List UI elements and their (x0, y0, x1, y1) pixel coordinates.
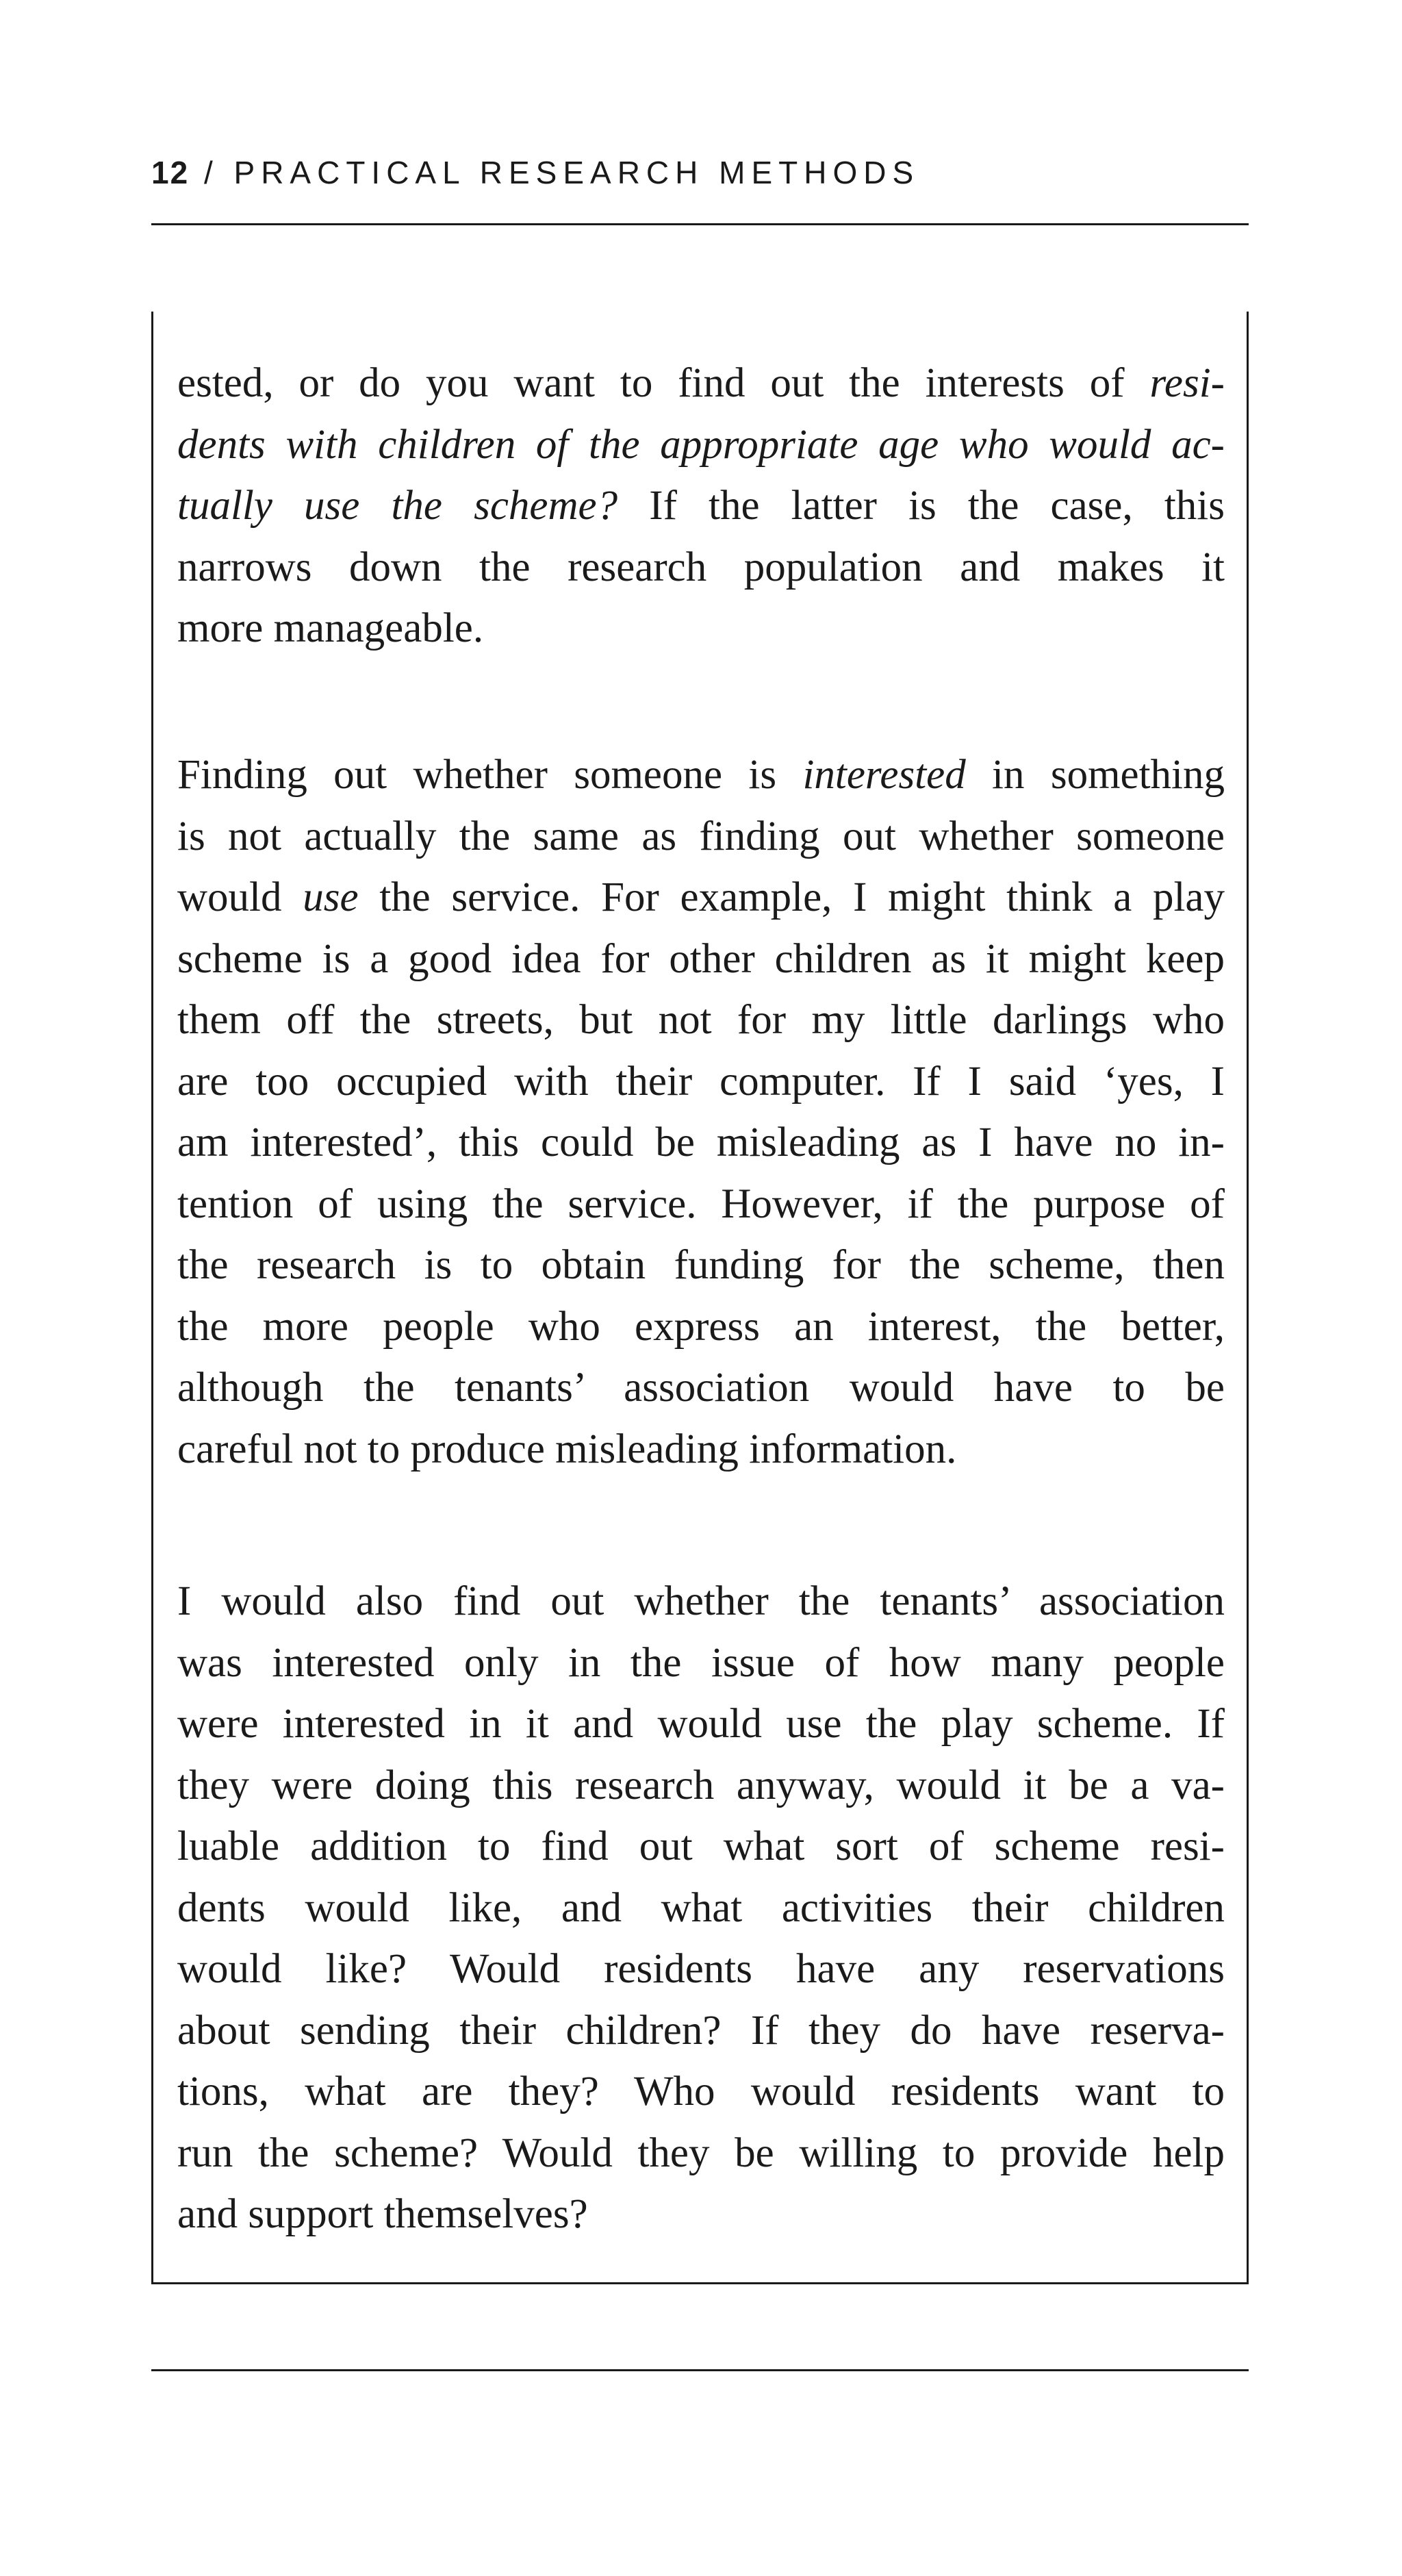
text-run: in something (965, 752, 1225, 798)
text-line (177, 744, 1225, 806)
italic-run: use (303, 874, 359, 920)
paragraph (177, 1571, 1225, 2245)
running-head-separator: / (189, 155, 234, 190)
text-line (177, 1174, 1225, 1235)
text-line (177, 1296, 1225, 1358)
text-run: are too occupied with their computer. If I said ‘yes, I (177, 1058, 1225, 1104)
text-line (177, 2184, 1225, 2245)
paragraph (177, 744, 1225, 1480)
text-run: dents would like, and what activities their children (177, 1884, 1225, 1931)
text-line (177, 1357, 1225, 1419)
text-run: the more people who express an interest, the better, (177, 1303, 1225, 1350)
text-line (177, 2123, 1225, 2184)
text-line (177, 1693, 1225, 1755)
running-title: PRACTICAL RESEARCH METHODS (233, 155, 920, 190)
text-line (177, 1878, 1225, 1939)
text-run: would like? Would residents have any reservations (177, 1946, 1225, 1992)
text-line (177, 598, 1225, 659)
text-line (177, 475, 1225, 537)
text-run: about sending their children? If they do have reserva- (177, 2007, 1225, 2054)
text-line (177, 1112, 1225, 1174)
text-run: was interested only in the issue of how many people (177, 1639, 1225, 1686)
text-run: the service. For example, I might think a play (358, 874, 1225, 920)
text-line (177, 414, 1225, 476)
text-run: them off the streets, but not for my little darlings who (177, 997, 1225, 1043)
paragraph (177, 353, 1225, 659)
text-run: tention of using the service. However, if the purpose of (177, 1180, 1225, 1227)
text-line (177, 537, 1225, 598)
text-run: more manageable. (177, 605, 484, 651)
text-line (177, 2061, 1225, 2123)
text-run: they were doing this research anyway, would it be a va- (177, 1762, 1225, 1808)
text-line (177, 989, 1225, 1051)
text-line (177, 929, 1225, 990)
text-run: narrows down the research population and makes it (177, 544, 1225, 590)
text-run: scheme is a good idea for other children as it might keep (177, 935, 1225, 982)
text-line (177, 1939, 1225, 2000)
text-run: Finding out whether someone is (177, 752, 803, 798)
text-run: were interested in it and would use the play scheme. If (177, 1701, 1225, 1747)
footer-rule (151, 2369, 1249, 2371)
text-run: I would also find out whether the tenants’ association (177, 1578, 1225, 1624)
text-run: the research is to obtain funding for the scheme, then (177, 1242, 1225, 1288)
header-rule (151, 223, 1249, 225)
text-line (177, 1419, 1225, 1480)
page-number: 12 (151, 155, 190, 190)
text-run: luable addition to find out what sort of scheme resi- (177, 1823, 1225, 1869)
text-line (177, 1632, 1225, 1694)
text-line (177, 1051, 1225, 1113)
text-run: run the scheme? Would they be willing to provide help (177, 2130, 1225, 2176)
text-run: although the tenants’ association would have to be (177, 1365, 1225, 1411)
text-run: careful not to produce misleading information. (177, 1426, 957, 1472)
italic-run: dents with children of the appropriate age who would ac- (177, 421, 1225, 468)
text-line (177, 867, 1225, 929)
text-line (177, 1816, 1225, 1878)
text-line (177, 353, 1225, 414)
text-line (177, 2000, 1225, 2062)
text-run: is not actually the same as finding out whether someone (177, 813, 1225, 859)
text-line (177, 1755, 1225, 1817)
italic-run: interested (802, 752, 966, 798)
italic-run: tually use the scheme? (177, 483, 618, 529)
text-line (177, 1571, 1225, 1632)
text-run: would (177, 874, 303, 920)
text-run: and support themselves? (177, 2191, 588, 2237)
text-run: tions, what are they? Who would residents want to (177, 2069, 1225, 2114)
running-head (151, 152, 919, 193)
italic-run: resi- (1149, 360, 1225, 406)
text-run: If the latter is the case, this (617, 483, 1225, 529)
text-line (177, 1235, 1225, 1296)
text-run: ested, or do you want to find out the interests of (177, 360, 1150, 406)
text-line (177, 806, 1225, 868)
text-run: am interested’, this could be misleading as I have no in- (177, 1120, 1225, 1165)
